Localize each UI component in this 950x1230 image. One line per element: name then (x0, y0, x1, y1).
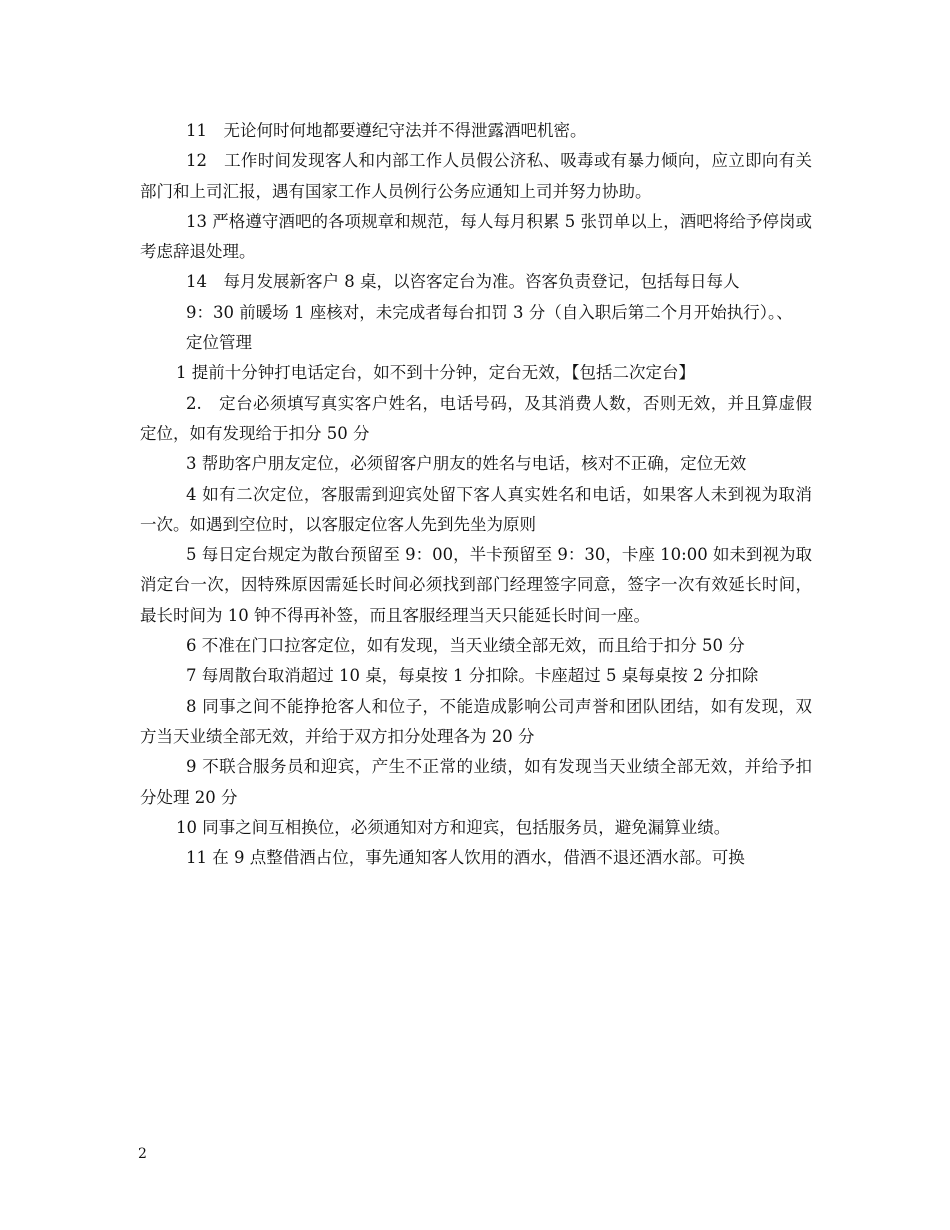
paragraph-positioning-7: 7 每周散台取消超过 10 桌，每桌按 1 分扣除。卡座超过 5 桌每桌按 2 分扣除 (186, 666, 759, 686)
paragraph-positioning-2: 2. 定台必须填写真实客户姓名，电话号码，及其消费人数，否则无效，并且算虚假定位，如有发现给于扣分 50 分 (140, 393, 812, 443)
paragraph-positioning-11: 11 在 9 点整借酒占位，事先通知客人饮用的酒水，借酒不退还酒水部。可换 (186, 848, 745, 868)
paragraph-positioning-10: 10 同事之间互相换位，必须通知对方和迎宾，包括服务员，避免漏算业绩。 (176, 817, 731, 837)
paragraph-rule-14-line2: 9：30 前暖场 1 座核对，未完成者每台扣罚 3 分（自入职后第二个月开始执行）。、 (186, 302, 793, 322)
paragraph-rule-12: 12 工作时间发现客人和内部工作人员假公济私、吸毒或有暴力倾向，应立即向有关部门和上司汇报，遇有国家工作人员例行公务应通知上司并努力协助。 (140, 151, 812, 201)
document-body (140, 116, 812, 873)
paragraph-positioning-9: 9 不联合服务员和迎宾，产生不正常的业绩，如有发现当天业绩全部无效，并给予扣分处理 20 分 (140, 757, 812, 807)
paragraph-positioning-5: 5 每日定台规定为散台预留至 9：00，半卡预留至 9：30，卡座 10:00 如未到视为取消定台一次，因特殊原因需延长时间必须找到部门经理签字同意，签字一次有效延长时间，最长时间为 10 钟不得再补签，而且客服经理当天只能延长时间一座。 (140, 545, 812, 625)
paragraph-rule-13: 13 严格遵守酒吧的各项规章和规范，每人每月积累 5 张罚单以上，酒吧将给予停岗或考虑辞退处理。 (140, 211, 812, 262)
section-title-positioning: 定位管理 (186, 333, 252, 353)
page-number: 2 (138, 1146, 147, 1162)
paragraph-positioning-6: 6 不准在门口拉客定位，如有发现，当天业绩全部无效，而且给于扣分 50 分 (186, 636, 745, 656)
paragraph-positioning-3: 3 帮助客户朋友定位，必须留客户朋友的姓名与电话，核对不正确，定位无效 (186, 454, 747, 474)
paragraph-rule-11: 11 无论何时何地都要遵纪守法并不得泄露酒吧机密。 (186, 121, 587, 140)
paragraph-positioning-1: 1 提前十分钟打电话定台，如不到十分钟，定台无效，【包括二次定台】 (176, 363, 695, 383)
paragraph-rule-14-line1: 14 每月发展新客户 8 桌，以咨客定台为准。咨客负责登记，包括每日每人 (186, 272, 740, 292)
paragraph-positioning-4: 4 如有二次定位，客服需到迎宾处留下客人真实姓名和电话，如果客人未到视为取消一次。如遇到空位时，以客服定位客人先到先坐为原则 (140, 484, 812, 534)
paragraph-positioning-8: 8 同事之间不能挣抢客人和位子，不能造成影响公司声誉和团队团结，如有发现，双方当天业绩全部无效，并给于双方扣分处理各为 20 分 (140, 696, 812, 746)
